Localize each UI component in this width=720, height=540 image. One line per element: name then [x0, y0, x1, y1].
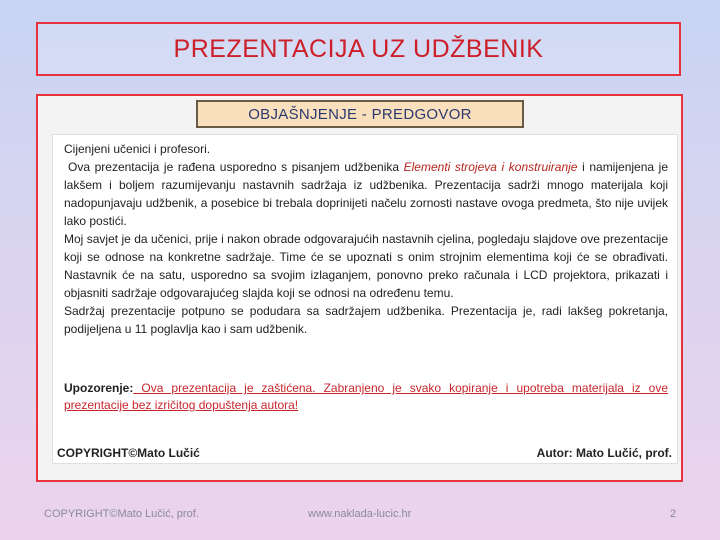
preface-text	[64, 140, 668, 338]
section-title	[196, 100, 524, 128]
book-title: Elementi strojeva i konstruiranje	[403, 160, 578, 174]
warning-text: Ova prezentacija je zaštićena. Zabranjeno je svako kopiranje i upotreba materijala iz ove prezentacije bez izričitog dopuštenja autora!	[64, 381, 668, 412]
paragraph-2	[64, 230, 668, 302]
author-credit: Autor: Mato Lučić, prof.	[536, 446, 672, 460]
page-number: 2	[670, 508, 677, 520]
footer-website: www.naklada-lucic.hr	[308, 508, 412, 520]
footer-copyright: COPYRIGHT©Mato Lučić, prof.	[44, 508, 199, 520]
paragraph-1	[64, 158, 668, 230]
copyright-warning	[64, 380, 668, 414]
slide-title-text: PREZENTACIJA UZ UDŽBENIK	[173, 34, 544, 63]
paragraph-1-end: i namijenjena je lakšem i boljem razumijevanju nastavnih sadržaja iz udžbenika. Prezentacija sadrži mnogo materijala koji nadopunjavaju udžbenik, a posebice bi trebala doprinijeti načelu zornosti nastave ovoga predmeta, što nije uvijek lako postići.	[64, 160, 668, 228]
greeting-text: Cijenjeni učenici i profesori.	[64, 142, 211, 156]
paragraph-1-start: Ova prezentacija je rađena usporedno s pisanjem udžbenika	[68, 160, 404, 174]
paragraph-3-text: Sadržaj prezentacije potpuno se podudara sa sadržajem udžbenika. Prezentacija je, radi lakšeg pokretanja, podijeljena u 11 poglavlja kao i sam udžbenik.	[64, 304, 668, 336]
warning-label: Upozorenje:	[64, 381, 134, 395]
section-title-text: OBJAŠNJENJE - PREDGOVOR	[248, 105, 472, 123]
paragraph-3	[64, 302, 668, 338]
paragraph-2-text: Moj savjet je da učenici, prije i nakon obrade odgovarajućih nastavnih cjelina, pogledaju slajdove ove prezentacije koji se odnose na konkretne sadržaje. Time će se upoznati s onim strojnim elementima koji će se obrađivati. Nastavnik će na satu, usporedno sa svojim izlaganjem, ponovno preko računala i LCD projektora, prikazati i objasniti sadržaje odgovarajućeg slajda koji se odnosi na određenu temu.	[64, 232, 668, 300]
slide-title	[36, 22, 681, 76]
greeting	[64, 140, 668, 158]
copyright-notice: COPYRIGHT©Mato Lučić	[57, 446, 200, 460]
